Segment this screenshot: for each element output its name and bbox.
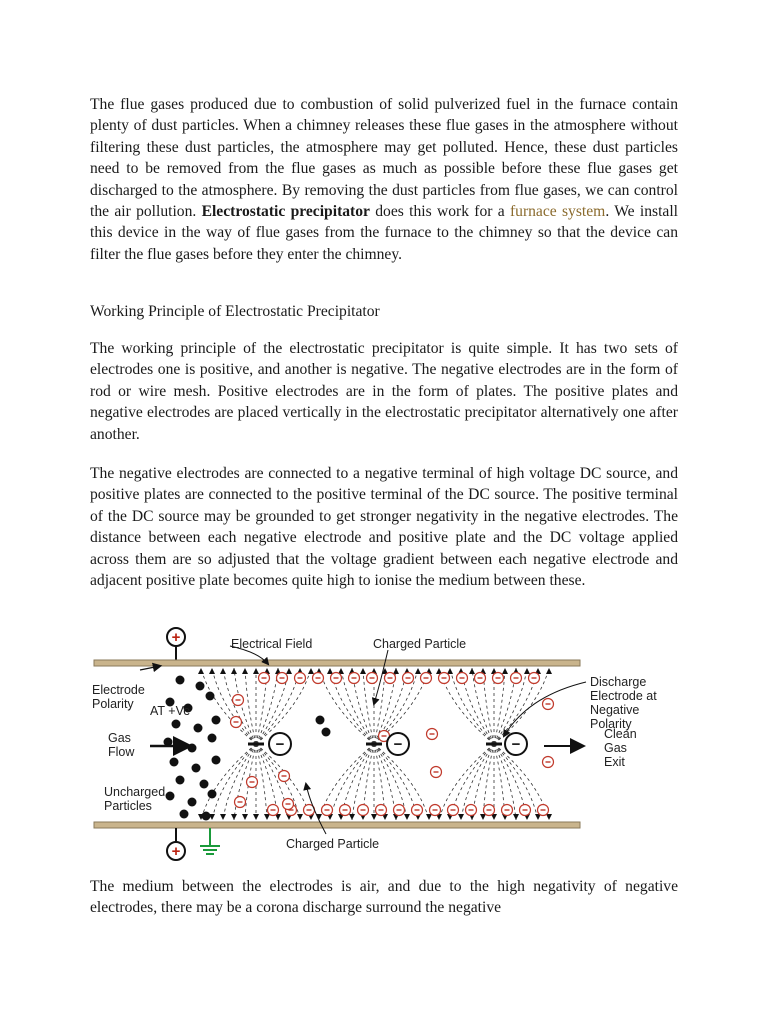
precipitator-diagram xyxy=(88,624,680,864)
electrode-polarity-arrow xyxy=(140,666,160,670)
svg-text:−: − xyxy=(393,736,403,753)
intro-text-3: . We install this device in the way of flue gases from the furnace to the chimney so that the device can filter the flue gases before they enter the chimney. xyxy=(90,203,679,263)
label-clean: Clean xyxy=(604,727,637,741)
intro-paragraph xyxy=(90,94,678,265)
label-charged-particle-top: Charged Particle xyxy=(373,637,467,651)
label-exit: Exit xyxy=(604,755,625,769)
label-electrode: Electrode xyxy=(92,683,145,697)
label-uncharged: Uncharged xyxy=(104,785,166,799)
top-positive-plate xyxy=(94,660,580,666)
label-polarity-right: Polarity xyxy=(590,717,632,731)
furnace-system-link[interactable]: furnace system xyxy=(509,203,606,221)
electrode-connection-paragraph: The negative electrodes are connected to a negative terminal of high voltage DC source, and positive plates are connected to the positive terminal of the DC source. The positive terminal of the DC source may be grounded to get stronger negativity in the negative electrodes. The distance between each negative electrode and positive plate and the DC voltage applied across them are so adjusted that the voltage gradient between each negative electrode and adjacent positive plate becomes quite high to ionise the medium between these. xyxy=(90,465,678,590)
label-electrode-at: Electrode at xyxy=(590,689,657,703)
term-electrostatic-precipitator: Electrostatic precipitator xyxy=(201,203,370,221)
bottom-plus-sign: + xyxy=(171,843,181,860)
bottom-positive-plate xyxy=(94,822,580,828)
label-charged-particle-bottom: Charged Particle xyxy=(286,837,380,851)
svg-text:−: − xyxy=(275,736,285,753)
section-heading: Working Principle of Electrostatic Precipitator xyxy=(90,303,380,320)
intro-text-2: does this work for a xyxy=(369,203,510,221)
ground-symbol xyxy=(200,828,220,854)
label-negative: Negative xyxy=(590,703,640,717)
label-polarity: Polarity xyxy=(92,697,134,711)
label-flow: Flow xyxy=(108,745,135,759)
corona-discharge-paragraph: The medium between the electrodes is air, and due to the high negativity of negative electrodes, there may be a corona discharge surround the negative xyxy=(90,878,678,917)
label-electrical-field: Electrical Field xyxy=(231,637,313,651)
label-gas: Gas xyxy=(108,731,131,745)
svg-text:−: − xyxy=(511,736,521,753)
label-discharge: Discharge xyxy=(590,675,647,689)
precipitator-diagram-svg xyxy=(88,624,680,864)
intro-text: The flue gases produced due to combustion of solid pulverized fuel in the furnace contain plenty of dust particles. When a chimney releases these flue gases in the atmosphere without filtering these dust particles, the atmosphere may get polluted. Hence, these dust particles need to be removed from the flue gases as much as possible before these flue gases get discharged to the atmosphere. By removing the dust particles from flue gases, we can control the air pollution. xyxy=(90,96,678,221)
top-plus-sign: + xyxy=(171,629,181,646)
label-particles: Particles xyxy=(104,799,152,813)
label-gas-right: Gas xyxy=(604,741,627,755)
label-at-ve: AT +Ve xyxy=(150,704,191,718)
working-principle-paragraph: The working principle of the electrostatic precipitator is quite simple. It has two sets of electrodes one is positive, and another is negative. The negative electrodes are in the form of rod or wire mesh. Positive electrodes are in the form of plates. The positive plates and negative electrodes are placed vertically in the electrostatic precipitator alternatively one after another. xyxy=(90,340,678,443)
